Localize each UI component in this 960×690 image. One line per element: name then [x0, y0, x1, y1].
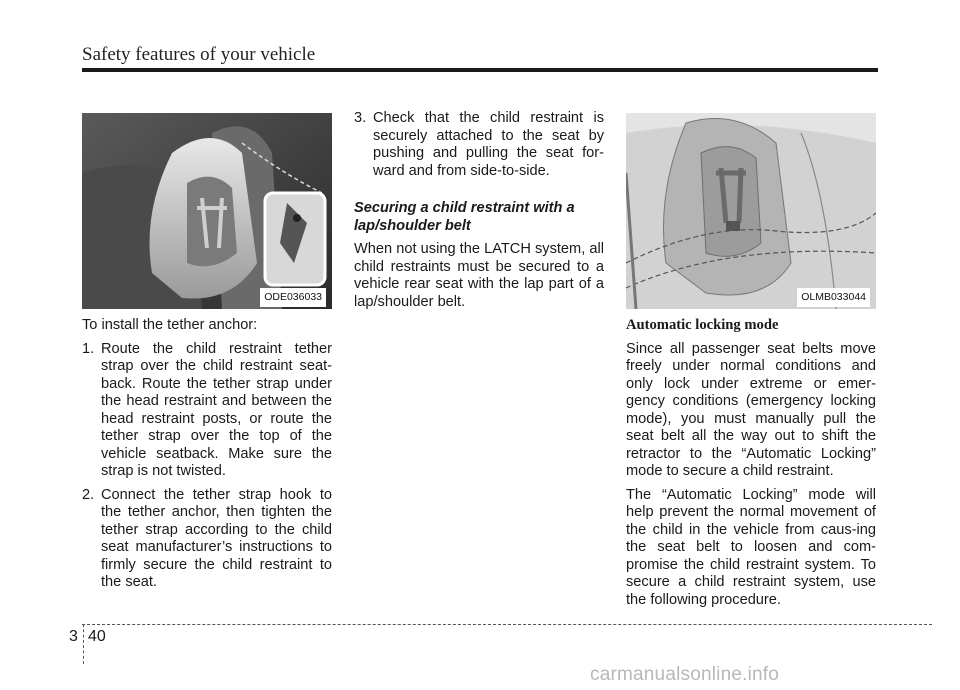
footer-rule [82, 624, 932, 625]
step-number: 3. [354, 110, 367, 126]
step-text: Check that the child restraint is securely attached to the seat by pushing and pulling the seat for-ward and from side-to-side. [373, 110, 604, 179]
child-seat-belt-illustration [626, 113, 876, 309]
automatic-locking-heading: Automatic locking mode [626, 317, 779, 333]
automatic-locking-paragraph-2: The “Automatic Locking” mode will help prevent the normal movement of the child in the vehicle from caus-ing the seat belt to loosen and com-promise the child restraint system. To secure a child restraint system, use the following procedure. [626, 486, 876, 608]
page-number-separator [83, 624, 84, 664]
chapter-number: 3 [69, 628, 78, 645]
belt-illustration-svg [626, 113, 876, 309]
tether-steps-list [82, 341, 332, 592]
column-1 [82, 113, 332, 598]
lap-shoulder-belt-heading: Securing a child restraint with a lap/shoulder belt [354, 200, 575, 234]
tether-steps-list-continued [354, 110, 604, 180]
page-header-title: Safety features of your vehicle [82, 44, 316, 65]
step-item [82, 487, 332, 592]
step-text: Route the child restraint tether strap over the child restraint seat-back. Route the tether strap under the head restraint and between the head restraint posts, or route the tether strap over the top of the vehicle seatback. Make sure the strap is not twisted. [101, 340, 332, 479]
column-3 [626, 113, 876, 615]
step-text: Connect the tether strap hook to the tether anchor, then tighten the tether strap according to the child seat manufacturer’s instructions to firmly secure the child restraint to the seat. [101, 486, 332, 590]
lap-shoulder-belt-paragraph: When not using the LATCH system, all child restraints must be secured to a vehicle rear seat with the lap part of a lap/shoulder belt. [354, 241, 604, 310]
step-item [82, 341, 332, 481]
step-number: 1. [82, 340, 95, 357]
step-item [354, 110, 604, 180]
child-seat-tether-illustration [82, 113, 332, 309]
automatic-locking-paragraph-1: Since all passenger seat belts move freely under normal conditions and only lock under extreme or emer-gency conditions (emergency locking mode), you must manually pull the seat belt all the way out to shift the retractor to the “Automatic Locking” mode to secure a child restraint. [626, 340, 876, 479]
column-2 [354, 110, 604, 317]
figure-caption-1: ODE036033 [260, 288, 326, 308]
step-number: 2. [82, 486, 95, 503]
tether-intro-text: To install the tether anchor: [82, 317, 258, 333]
site-watermark: carmanualsonline.info [590, 664, 780, 685]
header-rule [82, 68, 878, 72]
page-number: 40 [88, 628, 106, 645]
tether-illustration-svg [82, 113, 332, 309]
figure-caption-2: OLMB033044 [797, 288, 870, 308]
